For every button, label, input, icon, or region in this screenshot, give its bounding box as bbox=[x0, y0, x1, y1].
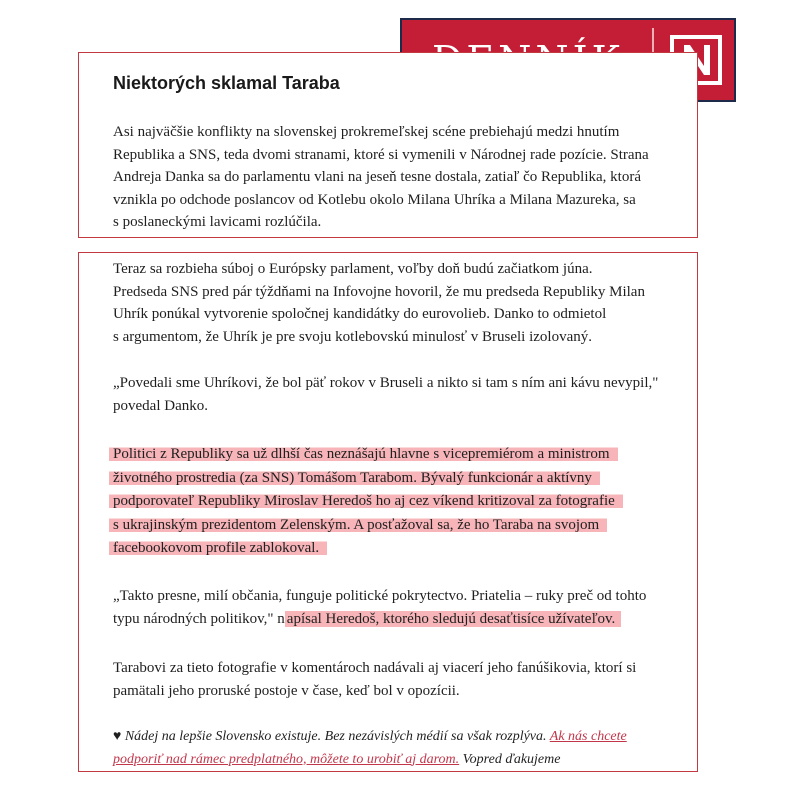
heart-icon: ♥ bbox=[113, 729, 122, 744]
text-line: Asi najväčšie konflikty na slovenskej prokremeľskej scéne prebiehajú medzi hnutím bbox=[113, 124, 620, 140]
thanks-text: Vopred ďakujeme bbox=[462, 751, 561, 767]
text-line: s poslaneckými lavicami rozlúčila. bbox=[113, 214, 322, 230]
highlighted-line: životného prostredia (za SNS) Tomášom Tarabom. Bývalý funkcionár a aktívny bbox=[109, 470, 600, 486]
paragraph-heredos-quote bbox=[113, 585, 646, 630]
text-line: Uhrík ponúkal vytvorenie spoločnej kandidátky do eurovolieb. Danko to odmietol bbox=[113, 306, 607, 322]
paragraph-eu-election bbox=[113, 258, 645, 348]
support-text: Nádej na lepšie Slovensko existuje. Bez nezávislých médií sa však rozplýva. bbox=[124, 729, 547, 744]
paragraph-fans bbox=[113, 657, 636, 702]
highlighted-segment: apísal Heredoš, ktorého sledujú desaťtisíce užívateľov. bbox=[285, 611, 622, 627]
text-line: Predseda SNS pred pár týždňami na Infovojne hovoril, že mu predseda Republiky Milan bbox=[113, 283, 645, 300]
text-line: „Povedali sme Uhríkovi, že bol päť rokov v Bruseli a nikto si tam s ním ani kávu nevypil," bbox=[113, 375, 659, 391]
text-segment: typu národných politikov," n bbox=[113, 610, 285, 627]
text-line: pamätali jeho proruské postoje v čase, keď bol v opozícii. bbox=[113, 682, 460, 699]
text-line: povedal Danko. bbox=[113, 397, 208, 414]
highlighted-line: s ukrajinským prezidentom Zelenským. A posťažoval sa, že ho Taraba na svojom bbox=[109, 517, 607, 533]
highlighted-line: Politici z Republiky sa už dlhší čas neznášajú hlavne s vicepremiérom a ministrom bbox=[109, 446, 618, 462]
text-line: Teraz sa rozbieha súboj o Európsky parlament, voľby doň budú začiatkom júna. bbox=[113, 261, 593, 277]
text-line: s argumentom, že Uhrík je pre svoju kotlebovskú minulosť v Bruseli izolovaný. bbox=[113, 328, 592, 345]
paragraph-highlighted bbox=[113, 443, 623, 561]
text-line: vznikla po odchode poslancov od Kotlebu okolo Milana Uhríka a Milana Mazureka, sa bbox=[113, 191, 636, 208]
text-line: „Takto presne, milí občania, funguje politické pokrytectvo. Priatelia – ruky preč od tohto bbox=[113, 588, 647, 604]
text-line: Tarabovi za tieto fotografie v komentároch nadávali aj viacerí jeho fanúšikovia, ktorí si bbox=[113, 660, 637, 676]
highlighted-line: facebookovom profile zablokoval. bbox=[109, 540, 327, 556]
highlighted-line: podporovateľ Republiky Miroslav Heredoš ho aj cez víkend kritizoval za fotografie bbox=[109, 493, 623, 509]
article-subheading: Niektorých sklamal Taraba bbox=[113, 73, 340, 93]
donate-link-continued[interactable]: podporiť nad rámec predplatného, môžete to urobiť aj darom. bbox=[113, 751, 460, 767]
text-line: Andreja Danka sa do parlamentu vlani na jeseň tesne dostala, zatiaľ čo Republika, ktorá bbox=[113, 169, 641, 185]
support-appeal bbox=[113, 726, 627, 771]
text-line: Republika a SNS, teda dvomi stranami, ktoré si vymenili v Národnej rade pozície. Strana bbox=[113, 146, 649, 163]
paragraph-danko-quote bbox=[113, 372, 658, 417]
donate-link[interactable]: Ak nás chcete bbox=[549, 729, 627, 744]
paragraph-intro bbox=[113, 121, 649, 234]
